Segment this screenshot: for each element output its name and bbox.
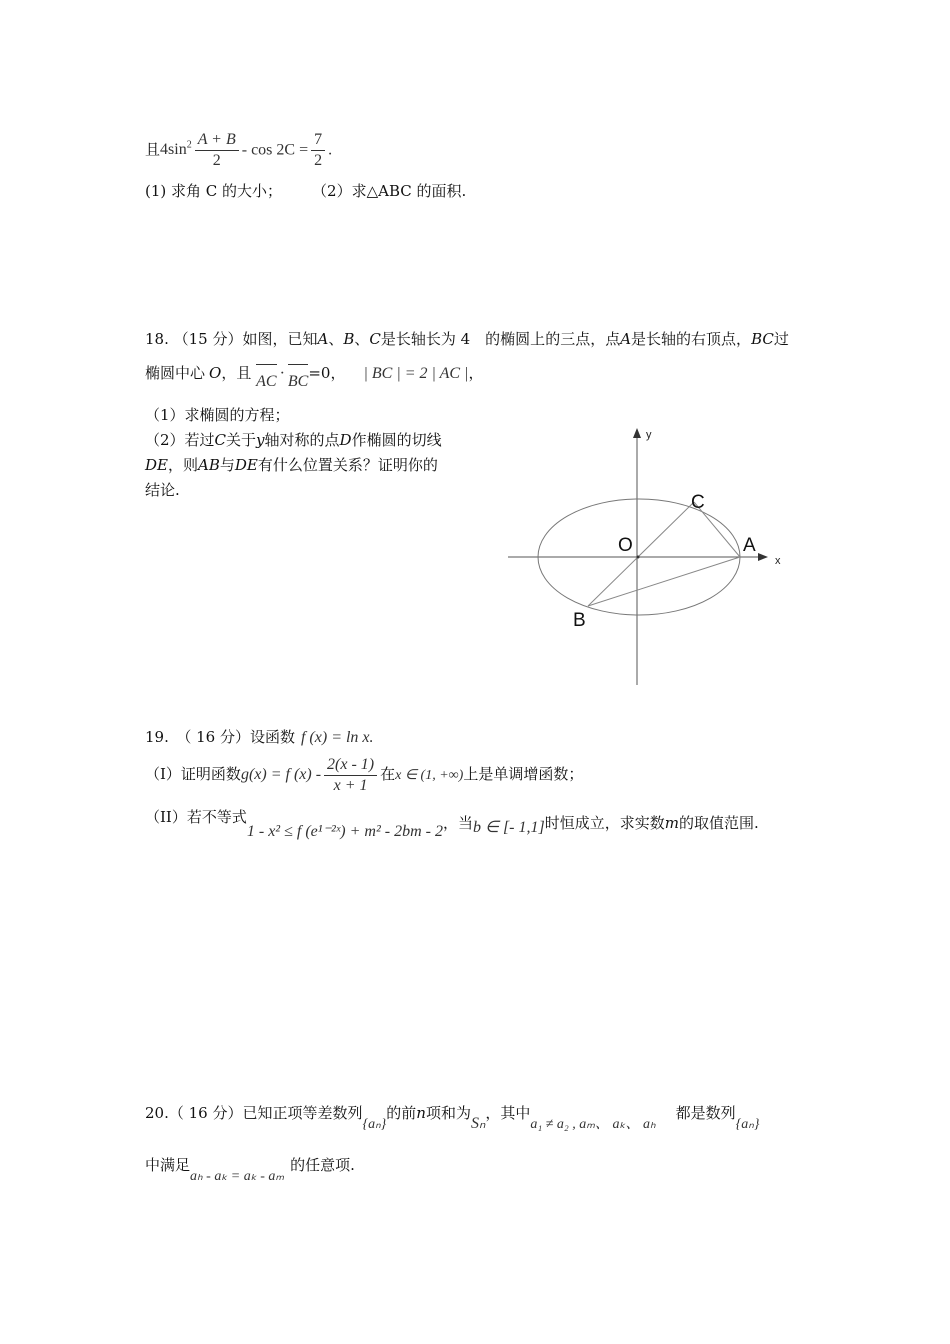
point-c: C <box>214 431 227 449</box>
q19-intro: 19. （ 16 分）设函数 <box>145 728 295 746</box>
q18-text: ，则 <box>167 456 198 474</box>
sep: 、 <box>328 330 344 348</box>
q19-text: （I）证明函数 <box>145 765 241 783</box>
ellipse-figure <box>500 420 800 695</box>
var-n: n <box>416 1104 426 1122</box>
q18-text: 有什么位置关系？证明你的 <box>257 456 438 474</box>
inequality: 1 - x² ≤ f (e¹⁻²ˣ) + m² - 2bm - 2 <box>246 823 443 840</box>
vector-ac-label: AC <box>256 373 277 390</box>
q18-text: 是长轴的右顶点， <box>631 330 752 348</box>
segment-ab <box>588 557 740 606</box>
sin-expr: 4sin <box>160 141 187 159</box>
q17-condition <box>145 126 332 171</box>
term-relation: aₕ - aₖ = aₖ - aₘ <box>190 1169 285 1184</box>
q18-part2 <box>145 428 442 503</box>
rhs-num: 7 <box>311 130 325 151</box>
label-a: A <box>743 535 756 556</box>
interval: x ∈ (1, +∞) <box>395 768 464 783</box>
q19-text: ，当 <box>442 814 473 832</box>
frac-a-plus-b <box>195 130 239 171</box>
q20-intro: 20.（ 16 分）已知正项等差数列 <box>145 1104 363 1122</box>
q18-text: 关于 <box>226 431 257 449</box>
condition-lhs <box>160 141 192 158</box>
q18-intro: 18. （15 分）如图，已知 <box>145 330 318 348</box>
sep: 、 <box>354 330 370 348</box>
q20-text: 项和为 <box>425 1104 471 1122</box>
q18-text: 是长轴长为 4 的椭圆上的三点，点 <box>380 330 621 348</box>
q18-text: （2）若过 <box>145 431 215 449</box>
center-dot <box>637 556 640 559</box>
q20-text: 中满足 <box>145 1156 191 1174</box>
frac-num: A + B <box>195 130 239 151</box>
label-o: O <box>618 535 633 556</box>
q18-text: 作椭圆的切线 <box>351 431 442 449</box>
q19-text: 时恒成立，求实数 <box>544 814 665 832</box>
q18-part1 <box>145 404 290 426</box>
vector-bar <box>256 364 276 367</box>
sequence-an: {aₙ} <box>735 1117 760 1132</box>
line-de: DE <box>234 456 258 474</box>
var-m: m <box>664 814 679 832</box>
q18-text: ，且 <box>221 364 252 382</box>
q19-text: （II）若不等式 <box>145 808 247 826</box>
q19-text: 在 <box>380 765 396 783</box>
vector-bc <box>288 364 308 397</box>
sup-2: 2 <box>186 140 192 151</box>
q19-part1 <box>145 752 583 798</box>
segment-bc: BC <box>751 330 774 348</box>
q20-text: ，其中 <box>485 1104 531 1122</box>
point-b: B <box>343 330 355 348</box>
q17-part1: (1) 求角 C 的大小； <box>145 182 283 200</box>
line-ab: AB <box>198 456 220 474</box>
q18-text: 轴对称的点 <box>264 431 340 449</box>
q20-line1 <box>145 1100 759 1138</box>
q17-part2: （2）求△ABC 的面积. <box>312 182 467 200</box>
rhs-dot: . <box>328 141 333 159</box>
dot-product: · <box>279 365 285 382</box>
y-axis-label: y <box>646 429 652 441</box>
point-o: O <box>209 364 222 382</box>
q19-function: f (x) = ln x. <box>300 729 374 746</box>
frac-7-2 <box>311 130 325 171</box>
q19-text: 上是单调增函数； <box>463 765 584 783</box>
frac-den: 2 <box>212 151 221 169</box>
label-b: B <box>573 610 586 631</box>
x-axis-label: x <box>775 555 781 567</box>
x-axis-arrow <box>758 553 768 561</box>
q20-text: 的任意项. <box>290 1156 355 1174</box>
q20-line2 <box>145 1152 355 1190</box>
point-c: C <box>369 330 381 348</box>
condition-prefix: 且 <box>145 140 161 159</box>
rhs-den: 2 <box>314 151 323 169</box>
sum-sn: Sₙ <box>470 1115 486 1132</box>
vector-bc-label: BC <box>287 373 309 390</box>
q19-text: 的取值范围. <box>678 814 759 832</box>
line-de: DE <box>145 456 168 474</box>
abs-tail: ， <box>468 364 484 382</box>
terms-condition: a₁ ≠ a₂ , aₘ、 aₖ、 aₕ <box>530 1117 656 1132</box>
q20-text: 的前 <box>386 1104 417 1122</box>
q18-text: 结论. <box>145 481 180 499</box>
q18-text: 椭圆中心 <box>145 364 206 382</box>
point-a: A <box>620 330 632 348</box>
q18-line1 <box>145 328 789 350</box>
vector-ac <box>256 364 276 397</box>
eq-zero: =0， <box>308 364 346 382</box>
q18-part1-text: （1）求椭圆的方程； <box>145 406 290 424</box>
q20-text: 都是数列 <box>675 1104 736 1122</box>
q18-line2 <box>145 358 484 397</box>
point-d: D <box>339 431 352 449</box>
g-lhs: g(x) = f (x) - <box>240 766 322 783</box>
segment-bc <box>588 502 694 606</box>
label-c: C <box>691 492 705 513</box>
sequence-an: {aₙ} <box>362 1117 387 1132</box>
b-range: b ∈ [- 1,1] <box>473 819 545 836</box>
q19-line1 <box>145 726 374 749</box>
q18-text: 与 <box>219 456 235 474</box>
abs-expr: | BC | = 2 | AC | <box>363 365 469 382</box>
point-a: A <box>317 330 329 348</box>
axis-y: y <box>256 431 265 449</box>
vector-bar <box>288 364 308 367</box>
g-frac-den: x + 1 <box>333 776 368 794</box>
cos-part: - cos 2C = <box>241 141 309 159</box>
g-frac <box>324 755 377 796</box>
g-frac-num: 2(x - 1) <box>324 755 377 776</box>
q19-part2 <box>145 804 759 845</box>
q18-text: 过 <box>773 330 789 348</box>
y-axis-arrow <box>633 428 641 438</box>
q17-parts <box>145 180 466 202</box>
